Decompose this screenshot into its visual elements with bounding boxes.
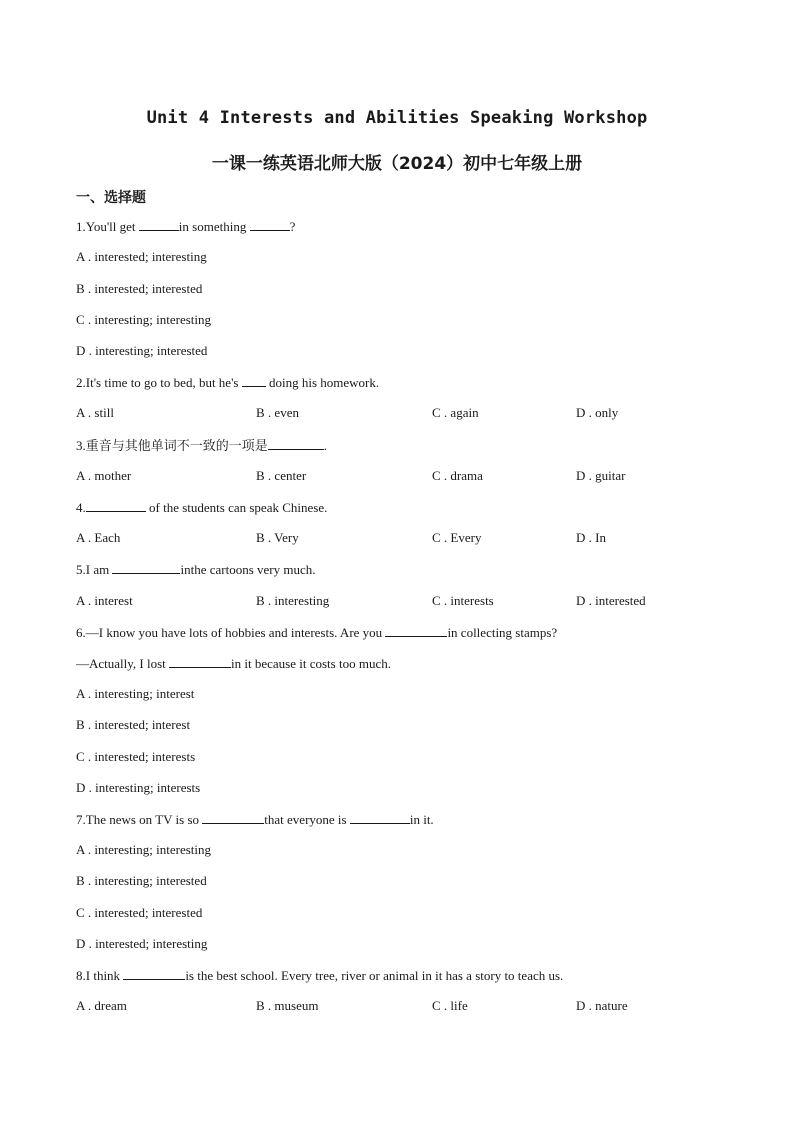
question-text: ?	[289, 219, 296, 234]
option-b: B . interesting	[256, 593, 330, 608]
option-b: B . museum	[256, 998, 319, 1013]
answer-blank	[250, 218, 290, 231]
question-4	[76, 499, 327, 516]
option-d: D . interesting; interests	[76, 780, 201, 795]
question-text: .	[323, 438, 328, 453]
question-text: 1.You'll get	[76, 219, 139, 234]
option-d: D . In	[576, 530, 606, 545]
option-a: A . still	[76, 405, 114, 420]
answer-blank	[202, 811, 264, 824]
question-text: in it because it costs too much.	[231, 656, 391, 671]
question-text: inthe cartoons very much.	[180, 562, 316, 577]
question-text: 3.重音与其他单词不一致的一项是	[76, 438, 268, 453]
question-text: in collecting stamps?	[447, 625, 558, 640]
question-text: in it.	[409, 812, 434, 827]
question-text: —Actually, I lost	[76, 656, 170, 671]
option-b: B . interested; interested	[76, 281, 203, 296]
question-7	[76, 811, 434, 828]
option-b: B . even	[256, 405, 299, 420]
question-text: is the best school. Every tree, river or animal in it has a story to teach us.	[185, 968, 564, 983]
option-d: D . nature	[576, 998, 628, 1013]
page-subtitle: 一课一练英语北师大版（2024）初中七年级上册	[211, 154, 583, 174]
answer-blank	[169, 655, 231, 668]
question-3	[76, 437, 327, 454]
option-b: B . center	[256, 468, 307, 483]
answer-blank	[385, 624, 447, 637]
option-a: A . interest	[76, 593, 133, 608]
option-a: A . interesting; interesting	[76, 842, 212, 857]
question-text: that everyone is	[264, 812, 350, 827]
question-text: 2.It's time to go to bed, but he's	[76, 375, 242, 390]
answer-blank	[268, 437, 324, 450]
question-1	[76, 218, 295, 235]
answer-blank	[112, 561, 180, 574]
question-text: 5.I am	[76, 562, 113, 577]
option-a: A . Each	[76, 530, 121, 545]
answer-blank	[139, 218, 179, 231]
option-c: C . life	[432, 998, 468, 1013]
question-text: of the students can speak Chinese.	[145, 500, 328, 515]
question-text: 4.	[76, 500, 86, 515]
answer-blank	[123, 967, 185, 980]
question-6-reply	[76, 655, 391, 672]
option-c: C . Every	[432, 530, 482, 545]
option-b: B . interested; interest	[76, 717, 191, 732]
option-d: D . interested	[576, 593, 646, 608]
answer-blank	[350, 811, 410, 824]
answer-blank	[86, 499, 146, 512]
question-8	[76, 967, 563, 984]
option-c: C . interesting; interesting	[76, 312, 212, 327]
question-6	[76, 624, 557, 641]
option-d: D . only	[576, 405, 619, 420]
question-text: 8.I think	[76, 968, 124, 983]
option-a: A . dream	[76, 998, 127, 1013]
option-b: B . Very	[256, 530, 299, 545]
question-text: in something	[178, 219, 250, 234]
question-5	[76, 561, 315, 578]
option-c: C . drama	[432, 468, 483, 483]
question-text: 6.—I know you have lots of hobbies and interests. Are you	[76, 625, 386, 640]
option-d: D . interested; interesting	[76, 936, 208, 951]
option-a: A . interesting; interest	[76, 686, 195, 701]
option-d: D . interesting; interested	[76, 343, 208, 358]
answer-blank	[242, 374, 266, 387]
option-c: C . again	[432, 405, 479, 420]
question-text: doing his homework.	[265, 375, 380, 390]
section-heading: 一、选择题	[76, 190, 146, 206]
question-2	[76, 374, 379, 391]
option-a: A . mother	[76, 468, 132, 483]
option-c: C . interests	[432, 593, 494, 608]
option-c: C . interested; interests	[76, 749, 196, 764]
option-c: C . interested; interested	[76, 905, 203, 920]
page-title: Unit 4 Interests and Abilities Speaking Workshop	[146, 108, 648, 128]
option-b: B . interesting; interested	[76, 873, 207, 888]
option-a: A . interested; interesting	[76, 249, 207, 264]
option-d: D . guitar	[576, 468, 626, 483]
question-text: 7.The news on TV is so	[76, 812, 203, 827]
